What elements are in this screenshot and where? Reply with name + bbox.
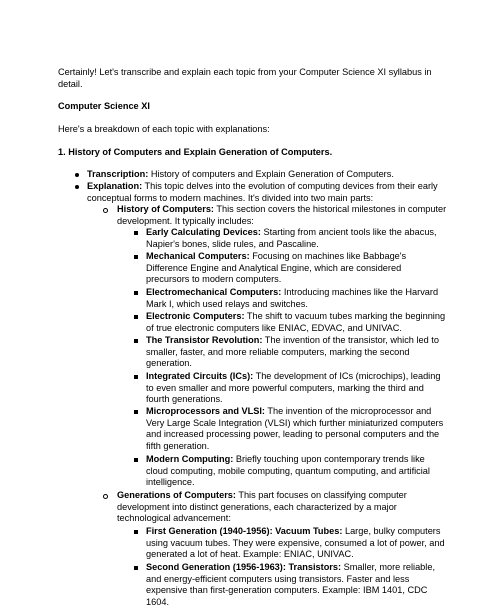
bullet-square-icon [134,566,138,570]
intro-paragraph: Certainly! Let's transcribe and explain each topic from your Computer Science XI syllabus in detail. [58,67,432,89]
section-heading: 1. History of Computers and Explain Generation of Computers. [58,147,333,157]
history-item-label: Early Calculating Devices: [146,227,261,237]
history-item-label: Modern Computing: [146,454,234,464]
sub-list-item-text: This part focuses on classifying computer development into distinct generations, each characterized by a major technological advancement: [117,490,407,523]
history-item-text: The invention of the microprocessor and Very Large Scale Integration (VLSI) which further miniaturized computers and increased processing power, leading to personal computers and the fifth generation. [146,406,444,451]
history-item-text: The invention of the transistor, which led to smaller, faster, and more reliable computers, marking the second generation. [146,335,439,368]
history-item-label: Integrated Circuits (ICs): [146,371,254,381]
bullet-square-icon [134,375,138,379]
bullet-square-icon [134,410,138,414]
history-item-label: Microprocessors and VLSI: [146,406,265,416]
bullet-disc-icon [75,185,79,189]
history-item-text: Focusing on machines like Babbage's Difference Engine and Analytical Engine, which are considered precursors to modern computers. [146,251,407,284]
generation-item-label: First Generation (1940-1956): Vacuum Tubes: [146,526,343,536]
history-item-label: The Transistor Revolution: [146,335,263,345]
sub-list-item-text: This section covers the historical milestones in computer development. It typically includes: [117,204,447,226]
history-item-label: Electronic Computers: [146,311,245,321]
bullet-square-icon [134,530,138,534]
history-item-text: The shift to vacuum tubes marking the beginning of true electronic computers like ENIAC, EDVAC, and UNIVAC. [146,311,446,333]
bullet-square-icon [134,339,138,343]
history-item-label: Mechanical Computers: [146,251,250,261]
history-item-label: Electromechanical Computers: [146,287,282,297]
bullet-disc-icon [75,173,79,177]
bullet-square-icon [134,315,138,319]
document-title: Computer Science XI [58,101,150,111]
bullet-square-icon [134,231,138,235]
generation-item-label: Second Generation (1956-1963): Transistors: [146,562,342,572]
history-item-text: Briefly touching upon contemporary trends like cloud computing, mobile computing, quantum computing, and artificial intelligence. [146,454,430,487]
breakdown-paragraph: Here's a breakdown of each topic with explanations: [58,124,270,134]
history-item-text: Introducing machines like the Harvard Mark I, which used relays and switches. [146,287,439,309]
history-item-text: Starting from ancient tools like the abacus, Napier's bones, slide rules, and Pascaline. [146,227,437,249]
sub-list-item-label: History of Computers: [117,204,214,214]
list-item-text: History of computers and Explain Generation of Computers. [148,169,394,179]
history-item-text: The development of ICs (microchips), leading to even smaller and more powerful computers, marking the third and fourth generations. [146,371,441,404]
generation-item-text: Large, bulky computers using vacuum tubes. They were expensive, consumed a lot of power, and generated a lot of heat. Example: ENIAC, UNIVAC. [146,526,445,559]
bullet-square-icon [134,291,138,295]
list-item-label: Explanation: [87,181,143,191]
list-item-text: This topic delves into the evolution of computing devices from their early conceptual forms to modern machines. It's divided into two main parts: [87,181,438,203]
sub-list-item-label: Generations of Computers: [117,490,236,500]
bullet-circle-icon [103,494,108,499]
bullet-square-icon [134,458,138,462]
bullet-circle-icon [103,208,108,213]
bullet-square-icon [134,255,138,259]
list-item-label: Transcription: [87,169,149,179]
generation-item-text: Smaller, more reliable, and energy-efficient computers using transistors. Faster and less expensive than first-generation computers. Example: IBM 1401, CDC 1604. [146,562,435,607]
